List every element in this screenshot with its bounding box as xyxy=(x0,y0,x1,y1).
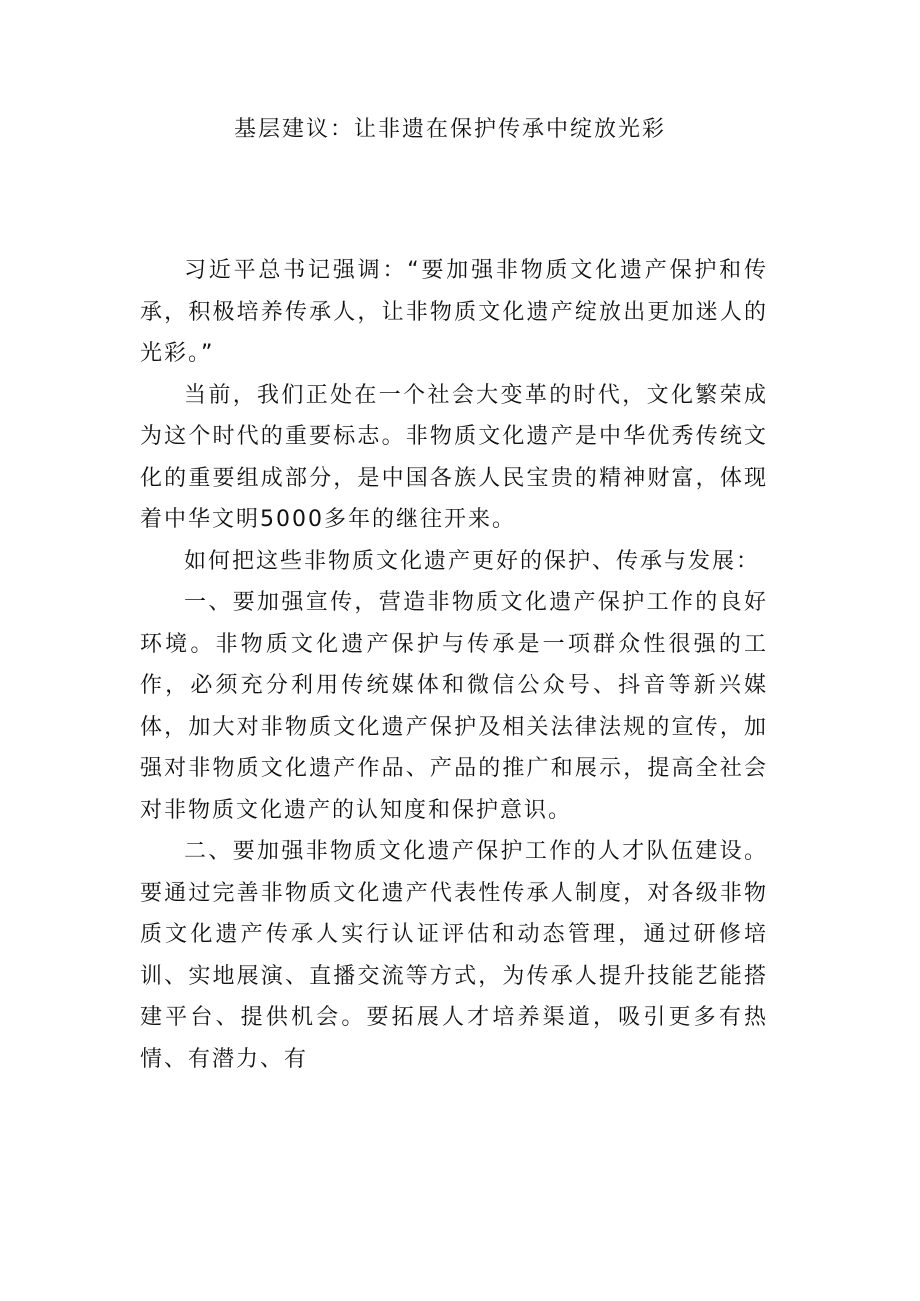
paragraph-context: 当前，我们正处在一个社会大变革的时代，文化繁荣成为这个时代的重要标志。非物质文化遗产是中华优秀传统文化的重要组成部分，是中国各族人民宝贵的精神财富，体现着中华文明5000多年的继往开来。 xyxy=(140,382,768,532)
paragraph-question: 如何把这些非物质文化遗产更好的保护、传承与发展： xyxy=(184,548,761,574)
document-title: 基层建议：让非遗在保护传承中绽放光彩 xyxy=(233,117,666,142)
paragraph-quote: 习近平总书记强调：“要加强非物质文化遗产保护和传承，积极培养传承人，让非物质文化遗产绽放出更加迷人的光彩。” xyxy=(140,258,768,366)
document-body xyxy=(140,250,768,1080)
paragraph-point-two: 二、要加强非物质文化遗产保护工作的人才队伍建设。要通过完善非物质文化遗产代表性传承人制度，对各级非物质文化遗产传承人实行认证评估和动态管理，通过研修培训、实地展演、直播交流等方式，为传承人提升技能艺能搭建平台、提供机会。要拓展人才培养渠道，吸引更多有热情、有潜力、有 xyxy=(140,839,768,1072)
paragraph-point-one: 一、要加强宣传，营造非物质文化遗产保护工作的良好环境。非物质文化遗产保护与传承是一项群众性很强的工作，必须充分利用传统媒体和微信公众号、抖音等新兴媒体，加大对非物质文化遗产保护及相关法律法规的宣传，加强对非物质文化遗产作品、产品的推广和展示，提高全社会对非物质文化遗产的认知度和保护意识。 xyxy=(140,590,768,823)
